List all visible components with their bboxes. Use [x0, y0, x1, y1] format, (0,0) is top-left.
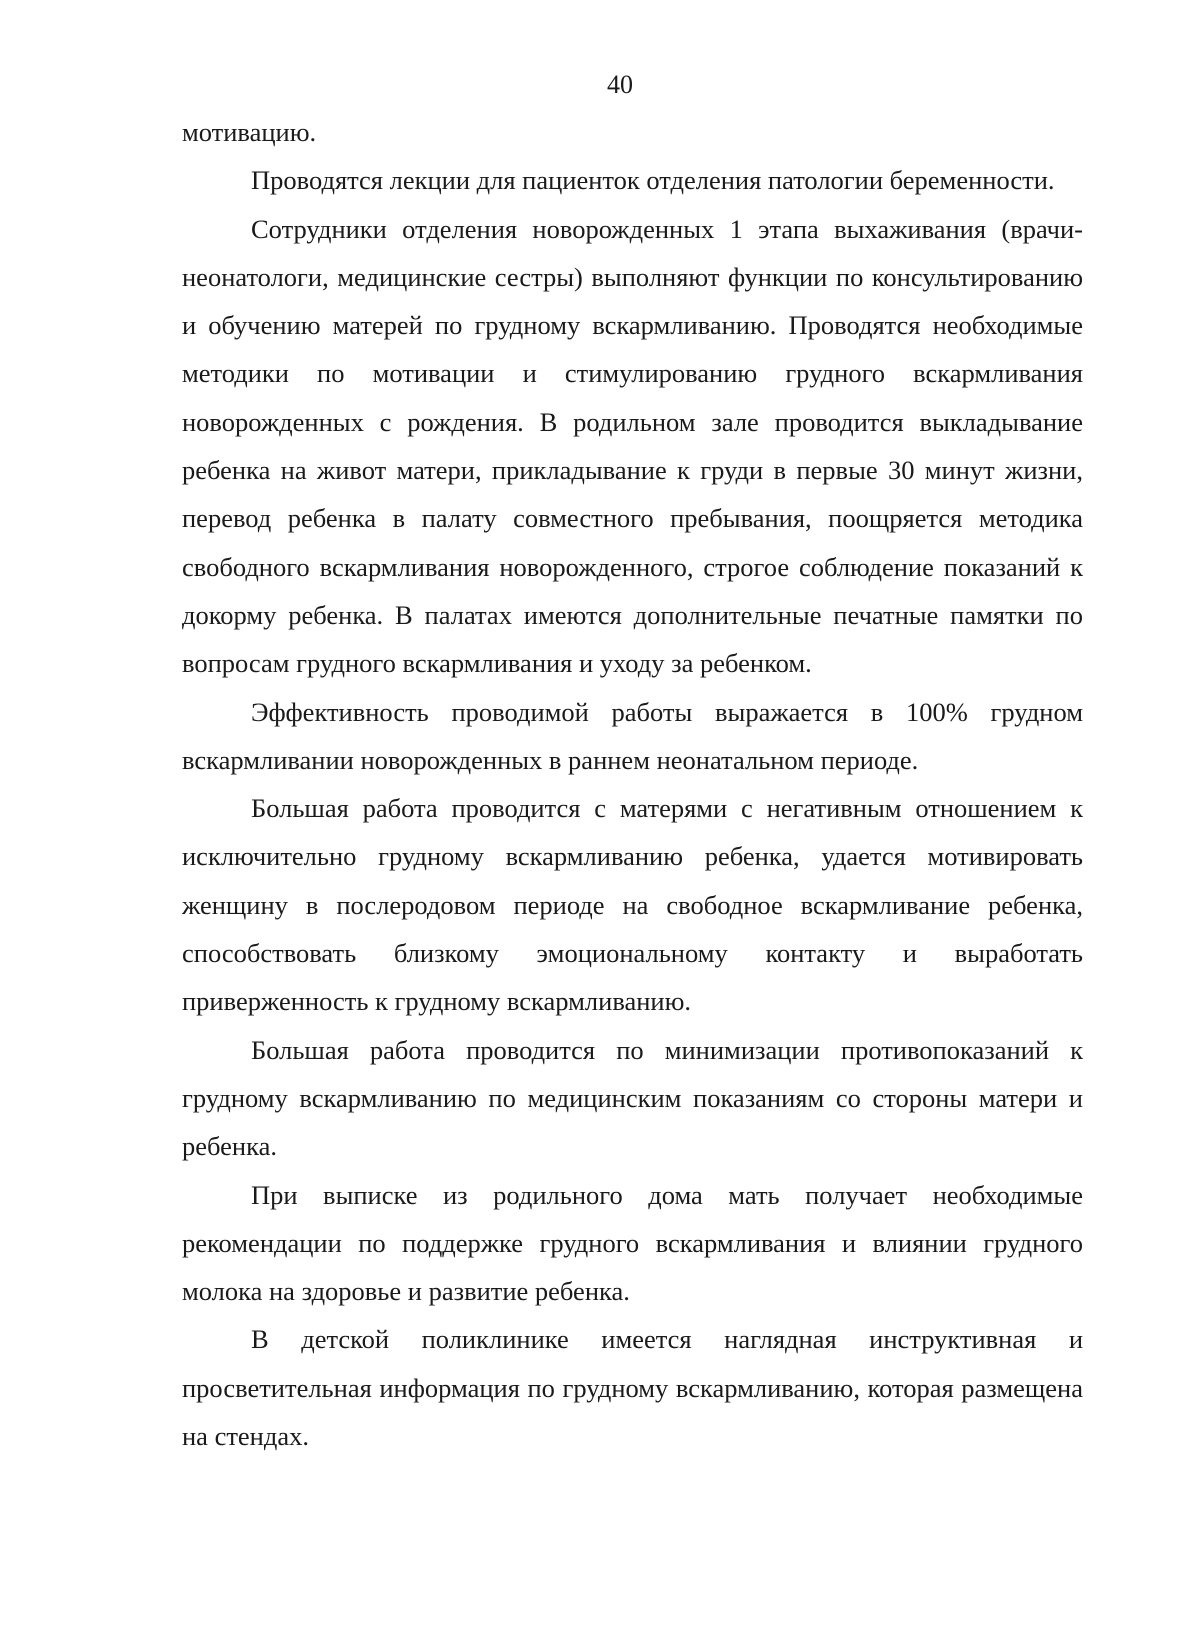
paragraph-mothers-work: Большая работа проводится с матерями с негативным отношением к исключительно грудному вскармливанию ребенка, удается мотивировать женщину в послеродовом периоде на свободное вскармливание ребенка, способствовать близкому эмоциональному контакту и выработать приверженность к грудному вскармливанию.	[182, 793, 1083, 1017]
paragraph-neonatal-staff: Сотрудники отделения новорожденных 1 этапа выхаживания (врачи-неонатологи, медицинские сестры) выполняют функции по консультированию и обучению матерей по грудному вскармливанию. Проводятся необходимые методики по мотивации и стимулированию грудного вскармливания новорожденных с рождения. В родильном зале проводится выкладывание ребенка на живот матери, прикладывание к груди в первые 30 минут жизни, перевод ребенка в палату совместного пребывания, поощряется методика свободного вскармливания новорожденного, строгое соблюдение показаний к докорму ребенка. В палатах имеются дополнительные печатные памятки по вопросам грудного вскармливания и уходу за ребенком.	[182, 213, 1083, 679]
body-text	[182, 108, 1083, 1460]
paragraph-continuation: мотивацию.	[182, 117, 317, 147]
paragraph-discharge: При выписке из родильного дома мать получает необходимые рекомендации по поддержке грудного вскармливания и влиянии грудного молока на здоровье и развитие ребенка.	[182, 1179, 1083, 1307]
paragraph-lectures: Проводятся лекции для пациенток отделения патологии беременности.	[251, 165, 1055, 196]
page-number: 40	[607, 70, 633, 99]
paragraph-contraindications: Большая работа проводится по минимизации противопоказаний к грудному вскармливанию по медицинским показаниям со стороны матери и ребенка.	[182, 1034, 1083, 1162]
paragraph-polyclinic: В детской поликлинике имеется наглядная инструктивная и просветительная информация по грудному вскармливанию, которая размещена на стендах.	[182, 1324, 1083, 1452]
paragraph-effectiveness: Эффективность проводимой работы выражается в 100% грудном вскармливании новорожденных в раннем неонатальном периоде.	[182, 696, 1083, 775]
